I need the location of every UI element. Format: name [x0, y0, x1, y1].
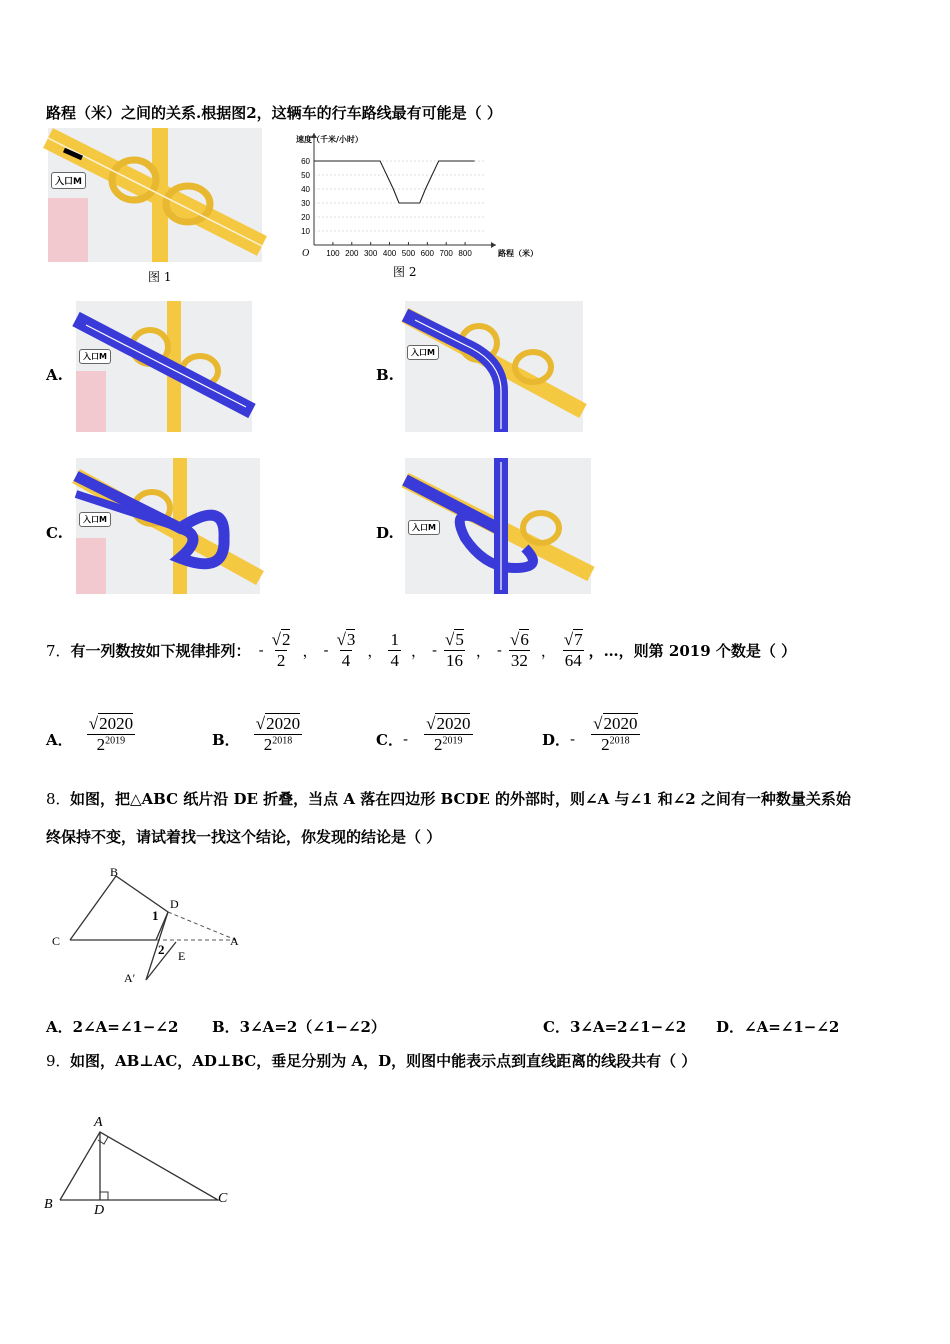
fraction — [443, 630, 466, 671]
x-tick-label: 200 — [345, 249, 359, 258]
comma: ， — [475, 641, 491, 660]
y-tick-label: 30 — [301, 199, 310, 208]
label-c: C — [52, 934, 61, 948]
option-letter: B． — [212, 730, 240, 749]
term-sign: - — [431, 641, 438, 659]
q8-option-b[interactable]: B．3∠A=2（∠1−∠2） — [212, 1018, 386, 1036]
entrance-m-label: 入口M — [407, 345, 439, 360]
label-c: C — [218, 1191, 228, 1206]
y-tick-label: 10 — [301, 227, 310, 236]
q8-option-a[interactable]: A．2∠A=∠1−∠2 — [46, 1018, 179, 1036]
option-fraction — [591, 714, 640, 755]
x-tick-label: 100 — [326, 249, 340, 258]
entrance-m-label: 入口M — [79, 349, 111, 364]
term-sign: - — [323, 641, 329, 659]
numerator: √7 — [563, 629, 583, 649]
label-a: A — [94, 1115, 103, 1130]
origin-label: O — [302, 248, 310, 259]
comma: ， — [367, 641, 383, 660]
label-a: A — [230, 934, 239, 948]
x-tick-label: 400 — [382, 249, 397, 258]
q7-option[interactable] — [376, 706, 473, 762]
numerator: √6 — [509, 629, 529, 649]
figure-1-caption: 图 1 — [148, 270, 172, 284]
label-angle-1: 1 — [152, 908, 159, 923]
x-tick-label: 300 — [363, 249, 378, 258]
label-d: D — [94, 1203, 105, 1218]
x-axis-arrow — [491, 242, 496, 248]
q6-option-d-map[interactable] — [405, 458, 591, 594]
q8-figure — [46, 860, 266, 990]
numerator: √3 — [336, 629, 356, 649]
q6-option-c-letter[interactable]: C. — [46, 524, 63, 542]
y-tick-label: 50 — [301, 171, 310, 180]
numerator: √2 — [271, 629, 291, 649]
x-tick-label: 700 — [439, 249, 453, 258]
numerator: √2020 — [593, 713, 638, 733]
q6-option-b-letter[interactable]: B. — [376, 366, 394, 384]
q8-line1: 如图，把△ABC 纸片沿 DE 折叠，当点 A 落在四边形 BCDE 的外部时，则∠A 与∠1 和∠2 之间有一种数量关系始 — [70, 790, 851, 808]
comma: ， — [540, 641, 556, 660]
y-axis-label: 速度（千米/小时） — [296, 135, 363, 144]
denominator: $2^{2018}$ — [591, 734, 640, 755]
q6-intro: 路程（米）之间的关系.根据图2，这辆车的行车路线最有可能是（ ） — [46, 104, 502, 122]
x-axis-label: 路程（米） — [498, 249, 538, 258]
figure-2-caption: 图 2 — [393, 265, 417, 279]
term-sign: - — [258, 641, 264, 659]
y-tick-label: 20 — [301, 213, 310, 222]
option-sign: - — [402, 730, 409, 748]
q7-option[interactable] — [212, 706, 302, 762]
label-e: E — [178, 949, 186, 963]
option-letter: A． — [46, 730, 73, 749]
option-letter: C． — [376, 730, 403, 749]
q7-options — [46, 706, 666, 762]
figure-1-map — [48, 128, 262, 262]
x-tick-label: 800 — [458, 249, 472, 258]
q9-figure — [40, 1110, 250, 1220]
denominator: $2^{2019}$ — [424, 734, 473, 755]
fraction — [335, 630, 358, 671]
fraction — [270, 630, 293, 671]
q8-line2: 终保持不变，请试着找一找这个结论，你发现的结论是（ ） — [46, 828, 442, 846]
sequence-term — [324, 630, 358, 671]
label-b: B — [110, 865, 119, 879]
denominator: 32 — [510, 650, 528, 670]
option-fraction — [424, 714, 473, 755]
x-tick-label: 600 — [420, 249, 435, 258]
label-b: B — [44, 1197, 53, 1212]
q7-tail: ，…，则第 2019 个数是（ ） — [588, 641, 797, 660]
denominator: 64 — [564, 650, 582, 670]
q8-number: 8． — [46, 790, 71, 808]
denominator: 4 — [390, 650, 399, 670]
q6-option-c-map[interactable] — [76, 458, 260, 594]
label-d: D — [170, 897, 179, 911]
q8-option-c[interactable]: C．3∠A=2∠1−∠2 — [543, 1018, 687, 1036]
option-letter: D． — [542, 730, 571, 749]
sequence-term — [432, 630, 466, 671]
numerator: 1 — [390, 629, 399, 649]
denominator: 2 — [276, 650, 286, 670]
speed-series-line — [314, 161, 475, 203]
option-fraction — [254, 714, 303, 755]
sequence-term — [259, 630, 293, 671]
q7-sequence — [259, 630, 589, 671]
denominator: 4 — [341, 650, 351, 670]
numerator: √2020 — [88, 713, 134, 733]
speed-distance-chart — [290, 130, 538, 265]
q6-option-a-map[interactable] — [76, 301, 252, 432]
sequence-term — [497, 630, 531, 671]
q9-stem: 如图，AB⊥AC，AD⊥BC，垂足分别为 A，D，则图中能表示点到直线距离的线段共有（ ） — [70, 1052, 697, 1070]
denominator: $2^{2018}$ — [254, 734, 303, 755]
fraction — [508, 630, 531, 671]
entrance-m-label: 入口M — [79, 512, 111, 527]
entrance-m-label: 入口M — [408, 520, 440, 535]
x-tick-label: 500 — [401, 249, 416, 258]
q6-option-b-map[interactable] — [405, 301, 583, 432]
q7-number: 7． — [46, 641, 71, 660]
comma: ， — [302, 641, 318, 660]
q7-stem-row — [46, 620, 796, 680]
option-sign: - — [570, 730, 576, 748]
q9-number: 9． — [46, 1052, 71, 1070]
sequence-term — [562, 630, 585, 671]
q8-option-d[interactable]: D．∠A=∠1−∠2 — [716, 1018, 840, 1036]
q6-option-d-letter[interactable]: D. — [376, 524, 394, 542]
denominator: 16 — [445, 650, 463, 670]
label-angle-2: 2 — [158, 942, 165, 957]
q7-stem: 有一列数按如下规律排列： — [70, 641, 251, 660]
q6-option-a-letter[interactable]: A. — [46, 366, 63, 384]
entrance-m-label: 入口M — [51, 172, 86, 189]
y-tick-label: 40 — [301, 185, 310, 194]
numerator: √5 — [445, 629, 464, 649]
term-sign: - — [496, 641, 502, 659]
y-tick-label: 60 — [301, 157, 310, 166]
label-a-prime: A′ — [124, 971, 136, 985]
numerator: √2020 — [255, 713, 301, 733]
comma: ， — [410, 641, 426, 660]
denominator: $2^{2019}$ — [87, 734, 136, 755]
fraction — [388, 630, 401, 671]
option-fraction — [87, 714, 136, 755]
q7-option[interactable] — [542, 706, 640, 762]
sequence-term — [388, 630, 401, 671]
numerator: √2020 — [426, 713, 471, 733]
q7-option[interactable] — [46, 706, 135, 762]
fraction — [562, 630, 585, 671]
